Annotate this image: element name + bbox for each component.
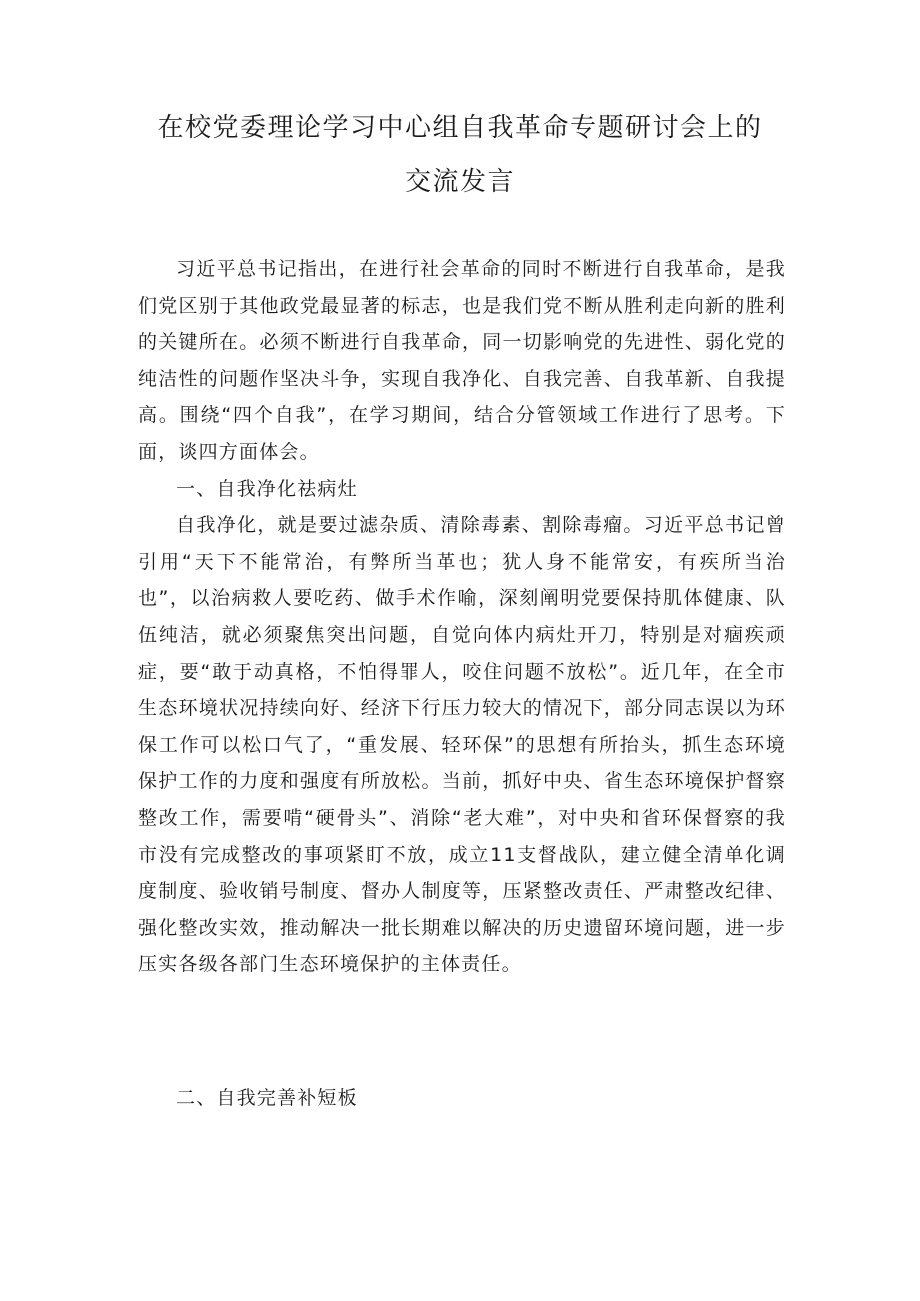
document-body: [138, 251, 786, 983]
section-heading-2: 二、自我完善补短板: [176, 1087, 358, 1109]
section-heading-1: 一、自我净化祛病灶: [176, 477, 358, 500]
document-title-line-1: 在校党委理论学习中心组自我革命专题研讨会上的: [157, 113, 763, 143]
intro-paragraph: 习近平总书记指出，在进行社会革命的同时不断进行自我革命，是我们党区别于其他政党最显著的标志，也是我们党不断从胜利走向新的胜利的关键所在。必须不断进行自我革命，同一切影响党的先进性、弱化党的纯洁性的问题作坚决斗争，实现自我净化、自我完善、自我革新、自我提高。围绕“四个自我”，在学习期间，结合分管领域工作进行了思考。下面，谈四方面体会。: [138, 258, 786, 463]
section-1-paragraph: 自我净化，就是要过滤杂质、清除毒素、割除毒瘤。习近平总书记曾引用“天下不能常治，有弊所当革也；犹人身不能常安，有疾所当治也”，以治病救人要吃药、做手术作喻，深刻阐明党要保持肌体健康、队伍纯洁，就必须聚焦突出问题，自觉向体内病灶开刀，特别是对痼疾顽症，要“敢于动真格，不怕得罪人，咬住问题不放松”。近几年，在全市生态环境状况持续向好、经济下行压力较大的情况下，部分同志误以为环保工作可以松口气了，“重发展、轻环保”的思想有所抬头，抓生态环境保护工作的力度和强度有所放松。当前，抓好中央、省生态环境保护督察整改工作，需要啃“硬骨头”、消除“老大难”，对中央和省环保督察的我市没有完成整改的事项紧盯不放，成立11支督战队，建立健全清单化调度制度、验收销号制度、督办人制度等，压紧整改责任、严肃整改纪律、强化整改实效，推动解决一批长期难以解决的历史遗留环境问题，进一步压实各级各部门生态环境保护的主体责任。: [138, 514, 786, 976]
document-title-line-2: 交流发言: [404, 167, 515, 197]
